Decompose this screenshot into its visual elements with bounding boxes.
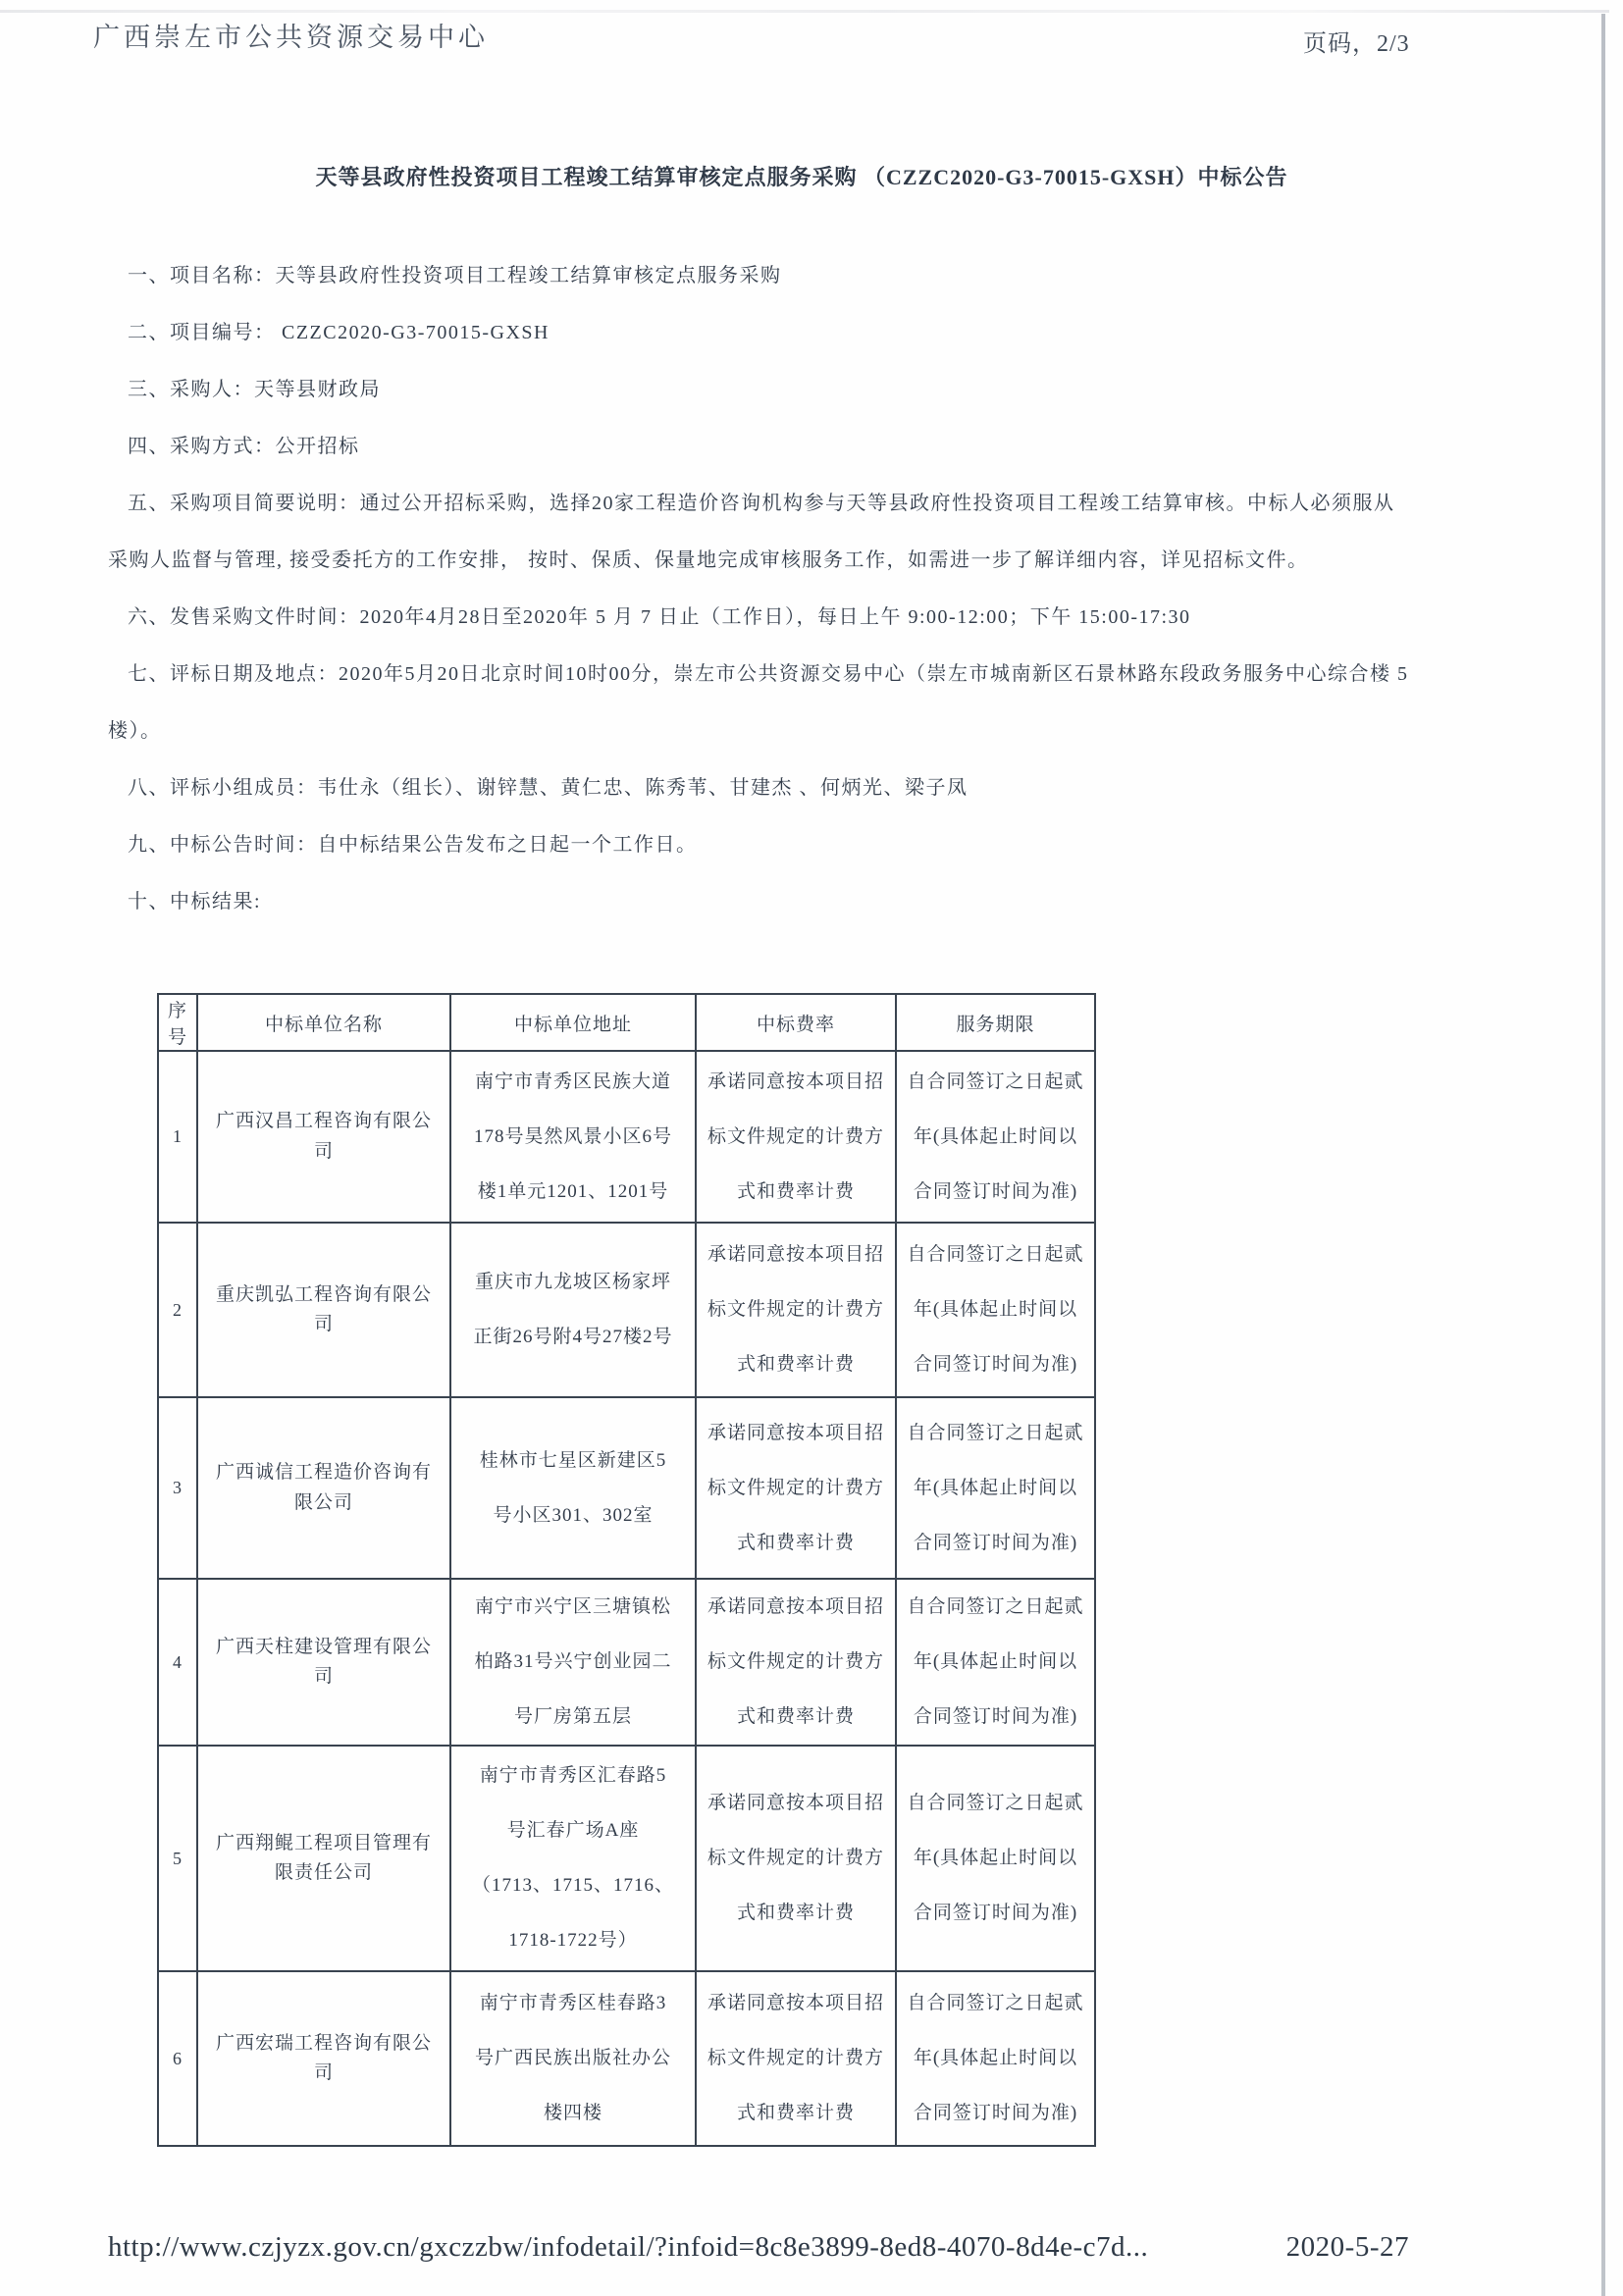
cell-address: 南宁市兴宁区三塘镇松柏路31号兴宁创业园二号厂房第五层 [450, 1579, 696, 1746]
clause-evaluation-committee: 八、评标小组成员：韦仕永（组长）、谢锌慧、黄仁忠、陈秀苇、甘建杰 、何炳光、梁子凤 [128, 777, 969, 799]
column-header-address: 中标单位地址 [450, 994, 696, 1051]
table-row [158, 1746, 1095, 1971]
table-row [158, 1051, 1095, 1223]
footer [108, 2231, 1409, 2264]
column-header-company: 中标单位名称 [197, 994, 450, 1051]
table-header-row [158, 994, 1095, 1051]
table-row [158, 1397, 1095, 1579]
award-results-table [157, 993, 1096, 2147]
scan-artifact-right-line [1601, 14, 1605, 2296]
cell-term: 自合同签订之日起贰年(具体起止时间以合同签订时间为准) [896, 1051, 1095, 1223]
cell-company: 广西宏瑞工程咨询有限公司 [197, 1971, 450, 2146]
cell-company: 广西天柱建设管理有限公司 [197, 1579, 450, 1746]
cell-seq: 2 [158, 1223, 197, 1397]
cell-fee: 承诺同意按本项目招标文件规定的计费方式和费率计费 [696, 1223, 896, 1397]
cell-address: 南宁市青秀区汇春路5号汇春广场A座（1713、1715、1716、1718-1722号） [450, 1746, 696, 1971]
clause-project-name: 一、项目名称：天等县政府性投资项目工程竣工结算审核定点服务采购 [128, 265, 782, 287]
cell-fee: 承诺同意按本项目招标文件规定的计费方式和费率计费 [696, 1397, 896, 1579]
clause-document-sale-time: 六、发售采购文件时间：2020年4月28日至2020年 5 月 7 日止（工作日），每日上午 9:00-12:00；下午 15:00-17:30 [128, 606, 1191, 628]
cell-fee: 承诺同意按本项目招标文件规定的计费方式和费率计费 [696, 1579, 896, 1746]
cell-term: 自合同签订之日起贰年(具体起止时间以合同签订时间为准) [896, 1579, 1095, 1746]
cell-seq: 3 [158, 1397, 197, 1579]
table-row [158, 1579, 1095, 1746]
clause-method: 四、采购方式：公开招标 [128, 436, 360, 457]
cell-term: 自合同签订之日起贰年(具体起止时间以合同签订时间为准) [896, 1223, 1095, 1397]
announcement-title: 天等县政府性投资项目工程竣工结算审核定点服务采购 （CZZC2020-G3-70015-GXSH）中标公告 [315, 165, 1288, 189]
cell-address: 南宁市青秀区民族大道178号昊然风景小区6号楼1单元1201、1201号 [450, 1051, 696, 1223]
cell-address: 桂林市七星区新建区5号小区301、302室 [450, 1397, 696, 1579]
cell-seq: 5 [158, 1746, 197, 1971]
cell-term: 自合同签订之日起贰年(具体起止时间以合同签订时间为准) [896, 1971, 1095, 2146]
cell-address: 重庆市九龙坡区杨家坪正街26号附4号27楼2号 [450, 1223, 696, 1397]
page-number: 页码，2/3 [1303, 31, 1410, 57]
cell-address: 南宁市青秀区桂春路3号广西民族出版社办公楼四楼 [450, 1971, 696, 2146]
announcement-body [108, 247, 1413, 930]
cell-seq: 4 [158, 1579, 197, 1746]
cell-term: 自合同签订之日起贰年(具体起止时间以合同签订时间为准) [896, 1746, 1095, 1971]
column-header-seq: 序号 [158, 994, 197, 1051]
cell-company: 广西诚信工程造价咨询有限公司 [197, 1397, 450, 1579]
org-header: 广西崇左市公共资源交易中心 [93, 23, 489, 52]
cell-company: 重庆凯弘工程咨询有限公司 [197, 1223, 450, 1397]
print-date: 2020-5-27 [1285, 2231, 1409, 2263]
clause-award-result: 十、中标结果: [128, 891, 262, 913]
cell-fee: 承诺同意按本项目招标文件规定的计费方式和费率计费 [696, 1746, 896, 1971]
cell-fee: 承诺同意按本项目招标文件规定的计费方式和费率计费 [696, 1971, 896, 2146]
clause-project-number: 二、项目编号： CZZC2020-G3-70015-GXSH [128, 322, 550, 343]
column-header-term: 服务期限 [896, 994, 1095, 1051]
clause-evaluation-date-place: 七、评标日期及地点：2020年5月20日北京时间10时00分，崇左市公共资源交易中心（崇左市城南新区石景林路东段政务服务中心综合楼 5 楼）。 [108, 663, 1409, 742]
clause-purchaser: 三、采购人：天等县财政局 [128, 379, 381, 400]
cell-term: 自合同签订之日起贰年(具体起止时间以合同签订时间为准) [896, 1397, 1095, 1579]
clause-announcement-time: 九、中标公告时间：自中标结果公告发布之日起一个工作日。 [128, 834, 698, 856]
cell-fee: 承诺同意按本项目招标文件规定的计费方式和费率计费 [696, 1051, 896, 1223]
table-row [158, 1223, 1095, 1397]
source-url: http://www.czjyzx.gov.cn/gxczzbw/infodetail/?infoid=8c8e3899-8ed8-4070-8d4e-c7d... [108, 2231, 1149, 2263]
cell-seq: 6 [158, 1971, 197, 2146]
cell-company: 广西翔鲲工程项目管理有限责任公司 [197, 1746, 450, 1971]
column-header-fee: 中标费率 [696, 994, 896, 1051]
scan-artifact-top-edge [0, 10, 1609, 13]
clause-description: 五、采购项目简要说明：通过公开招标采购，选择20家工程造价咨询机构参与天等县政府性投资项目工程竣工结算审核。中标人必须服从采购人监督与管理, 接受委托方的工作安排， 按时、保质、保量地完成审核服务工作，如需进一步了解详细内容，详见招标文件。 [108, 493, 1395, 571]
cell-seq: 1 [158, 1051, 197, 1223]
cell-company: 广西汉昌工程咨询有限公司 [197, 1051, 450, 1223]
table-row [158, 1971, 1095, 2146]
